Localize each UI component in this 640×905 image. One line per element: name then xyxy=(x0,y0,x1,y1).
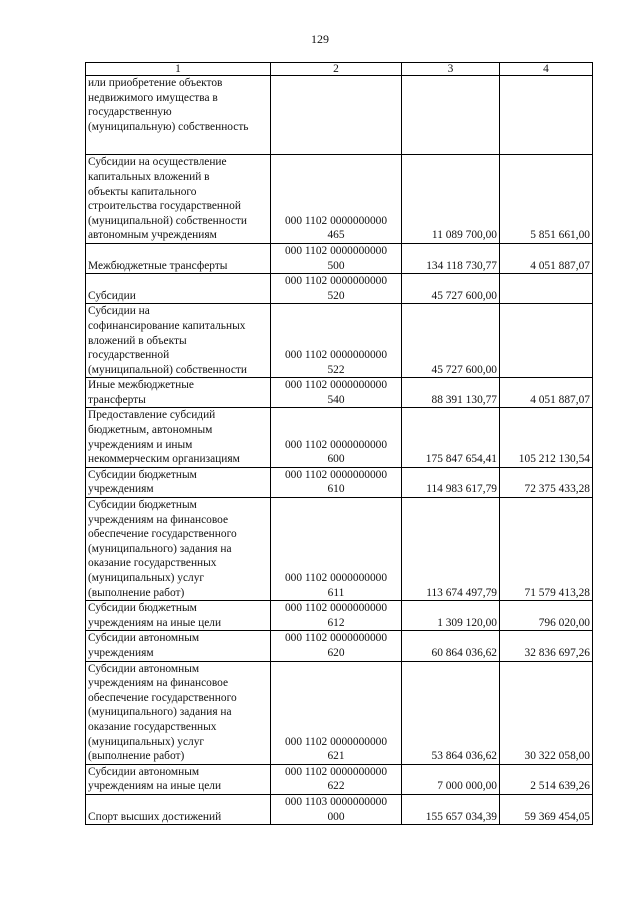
column-header: 2 xyxy=(271,63,402,76)
row-value-col3-cell: 114 983 617,79 xyxy=(402,467,500,497)
table-row xyxy=(86,155,593,244)
row-name-cell: Иные межбюджетные трансферты xyxy=(86,378,271,408)
row-value-col4-cell xyxy=(500,274,593,304)
row-name-cell: Межбюджетные трансферты xyxy=(86,243,271,273)
table-row xyxy=(86,408,593,467)
row-name-cell: Субсидии автономным учреждениям на финансовое обеспечение государственного (муниципального) задания на оказание государственных (муниципальных) услуг (выполнение работ) xyxy=(86,661,271,764)
row-value-col3-cell: 155 657 034,39 xyxy=(402,794,500,824)
row-value-col3-cell: 88 391 130,77 xyxy=(402,378,500,408)
row-value-col3-cell: 1 309 120,00 xyxy=(402,601,500,631)
row-value-col4-cell xyxy=(500,304,593,378)
row-name-cell: Субсидии автономным учреждениям xyxy=(86,631,271,661)
row-name-cell: Субсидии бюджетным учреждениям xyxy=(86,467,271,497)
row-value-col3-cell: 11 089 700,00 xyxy=(402,155,500,244)
row-value-col3-cell: 175 847 654,41 xyxy=(402,408,500,467)
column-header: 4 xyxy=(500,63,593,76)
row-code-cell: 000 1102 0000000000 465 xyxy=(271,155,402,244)
table-row xyxy=(86,378,593,408)
row-code-cell: 000 1102 0000000000 600 xyxy=(271,408,402,467)
row-code-cell: 000 1102 0000000000 612 xyxy=(271,601,402,631)
row-value-col3-cell xyxy=(402,76,500,155)
row-name-cell: Субсидии на осуществление капитальных вложений в объекты капитального строительства государственной (муниципальной) собственности автономным учреждениям xyxy=(86,155,271,244)
table-header-row xyxy=(86,63,593,76)
row-name-cell: Субсидии xyxy=(86,274,271,304)
row-value-col4-cell: 2 514 639,26 xyxy=(500,764,593,794)
row-code-cell: 000 1102 0000000000 622 xyxy=(271,764,402,794)
row-code-cell: 000 1102 0000000000 540 xyxy=(271,378,402,408)
row-name-cell: Субсидии на софинансирование капитальных вложений в объекты государственной (муниципальной) собственности xyxy=(86,304,271,378)
table-row xyxy=(86,601,593,631)
row-value-col4-cell: 4 051 887,07 xyxy=(500,243,593,273)
row-value-col4-cell: 4 051 887,07 xyxy=(500,378,593,408)
row-value-col3-cell: 134 118 730,77 xyxy=(402,243,500,273)
row-code-cell: 000 1102 0000000000 500 xyxy=(271,243,402,273)
table-row xyxy=(86,304,593,378)
row-value-col3-cell: 113 674 497,79 xyxy=(402,498,500,601)
row-value-col4-cell: 59 369 454,05 xyxy=(500,794,593,824)
row-name-cell: Субсидии бюджетным учреждениям на иные цели xyxy=(86,601,271,631)
row-code-cell: 000 1102 0000000000 522 xyxy=(271,304,402,378)
row-value-col3-cell: 7 000 000,00 xyxy=(402,764,500,794)
row-value-col3-cell: 45 727 600,00 xyxy=(402,274,500,304)
row-value-col4-cell: 5 851 661,00 xyxy=(500,155,593,244)
row-value-col3-cell: 45 727 600,00 xyxy=(402,304,500,378)
row-value-col4-cell: 32 836 697,26 xyxy=(500,631,593,661)
row-value-col3-cell: 60 864 036,62 xyxy=(402,631,500,661)
table-row xyxy=(86,661,593,764)
table-row xyxy=(86,243,593,273)
table-row xyxy=(86,274,593,304)
row-name-cell: Субсидии бюджетным учреждениям на финансовое обеспечение государственного (муниципального) задания на оказание государственных (муниципальных) услуг (выполнение работ) xyxy=(86,498,271,601)
row-name-cell: или приобретение объектов недвижимого имущества в государственную (муниципальную) собственность xyxy=(86,76,271,155)
table-row xyxy=(86,631,593,661)
row-value-col4-cell: 72 375 433,28 xyxy=(500,467,593,497)
table-row xyxy=(86,794,593,824)
row-code-cell: 000 1102 0000000000 611 xyxy=(271,498,402,601)
row-code-cell: 000 1102 0000000000 610 xyxy=(271,467,402,497)
row-value-col4-cell: 796 020,00 xyxy=(500,601,593,631)
table-row xyxy=(86,76,593,155)
row-code-cell: 000 1102 0000000000 620 xyxy=(271,631,402,661)
table-row xyxy=(86,764,593,794)
page-number: 129 xyxy=(311,32,329,46)
table-row xyxy=(86,498,593,601)
column-header: 1 xyxy=(86,63,271,76)
row-code-cell: 000 1102 0000000000 621 xyxy=(271,661,402,764)
row-value-col4-cell: 105 212 130,54 xyxy=(500,408,593,467)
budget-table xyxy=(85,62,593,825)
row-name-cell: Субсидии автономным учреждениям на иные цели xyxy=(86,764,271,794)
table-row xyxy=(86,467,593,497)
row-value-col3-cell: 53 864 036,62 xyxy=(402,661,500,764)
table-body xyxy=(86,76,593,825)
column-header: 3 xyxy=(402,63,500,76)
row-code-cell: 000 1103 0000000000 000 xyxy=(271,794,402,824)
row-value-col4-cell: 71 579 413,28 xyxy=(500,498,593,601)
row-name-cell: Предоставление субсидий бюджетным, автономным учреждениям и иным некоммерческим организациям xyxy=(86,408,271,467)
row-code-cell: 000 1102 0000000000 520 xyxy=(271,274,402,304)
row-value-col4-cell xyxy=(500,76,593,155)
row-name-cell: Спорт высших достижений xyxy=(86,794,271,824)
row-value-col4-cell: 30 322 058,00 xyxy=(500,661,593,764)
row-code-cell xyxy=(271,76,402,155)
